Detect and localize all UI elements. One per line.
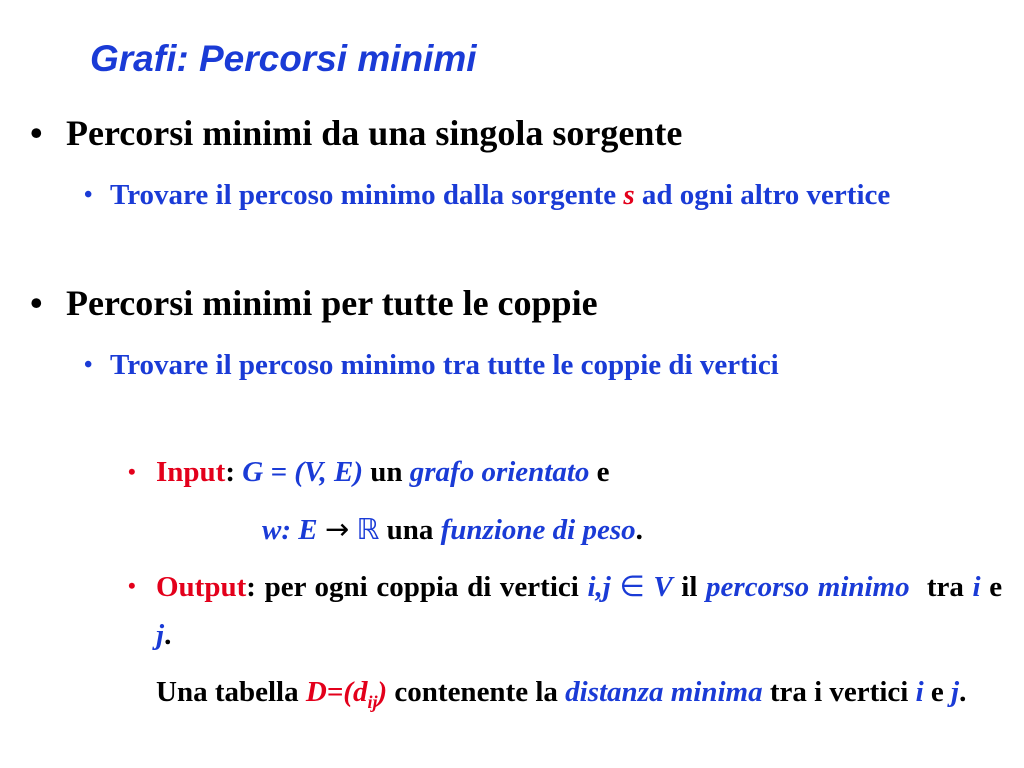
graph-def: G = (V, E) <box>242 456 363 488</box>
sub-bullet-all-pairs <box>84 342 1002 389</box>
real-numbers-symbol: ℝ <box>356 512 380 546</box>
output-item: • Output: per ogni coppia di vertici i,j ∈ V il percorso minimo tra i e j. <box>128 562 1002 659</box>
sub-bullet-single-source <box>84 172 1002 219</box>
output-table-description: Una tabella $D=(d_{ij})$ contenente la distanza minima tra i vertici i e j. <box>156 676 967 712</box>
sub-bullet-text: Trovare il percoso minimo dalla sorgente s ad ogni altro vertice <box>110 179 891 211</box>
bullet-dot: • <box>84 352 93 378</box>
bullet-all-pairs <box>30 282 598 324</box>
distance-matrix: $D=(d_{ij})$ <box>305 676 388 712</box>
output-label: Output <box>156 571 247 603</box>
bullet-dot: • <box>30 283 43 323</box>
bullet-dot: • <box>30 113 43 153</box>
element-of-symbol: ∈ <box>619 569 645 603</box>
sub-bullet-text: Trovare il percoso minimo tra tutte le coppie di vertici <box>110 349 779 381</box>
bullet-all-pairs-label: Percorsi minimi per tutte le coppie <box>66 283 598 323</box>
input-item: • Input: G = (V, E) un grafo orientato e <box>128 448 1002 496</box>
bullet-dot: • <box>128 459 136 484</box>
weight-function-line: w: E → ℝ una funzione di peso. <box>262 512 643 546</box>
bullet-single-source-label: Percorsi minimi da una singola sorgente <box>66 113 683 153</box>
bullet-single-source <box>30 112 682 154</box>
bullet-dot: • <box>128 573 136 598</box>
arrow-icon: → <box>324 512 350 546</box>
slide-title: Grafi: Percorsi minimi <box>90 38 477 79</box>
source-var: s <box>623 179 635 211</box>
bullet-dot: • <box>84 182 93 208</box>
input-label: Input <box>156 456 226 488</box>
